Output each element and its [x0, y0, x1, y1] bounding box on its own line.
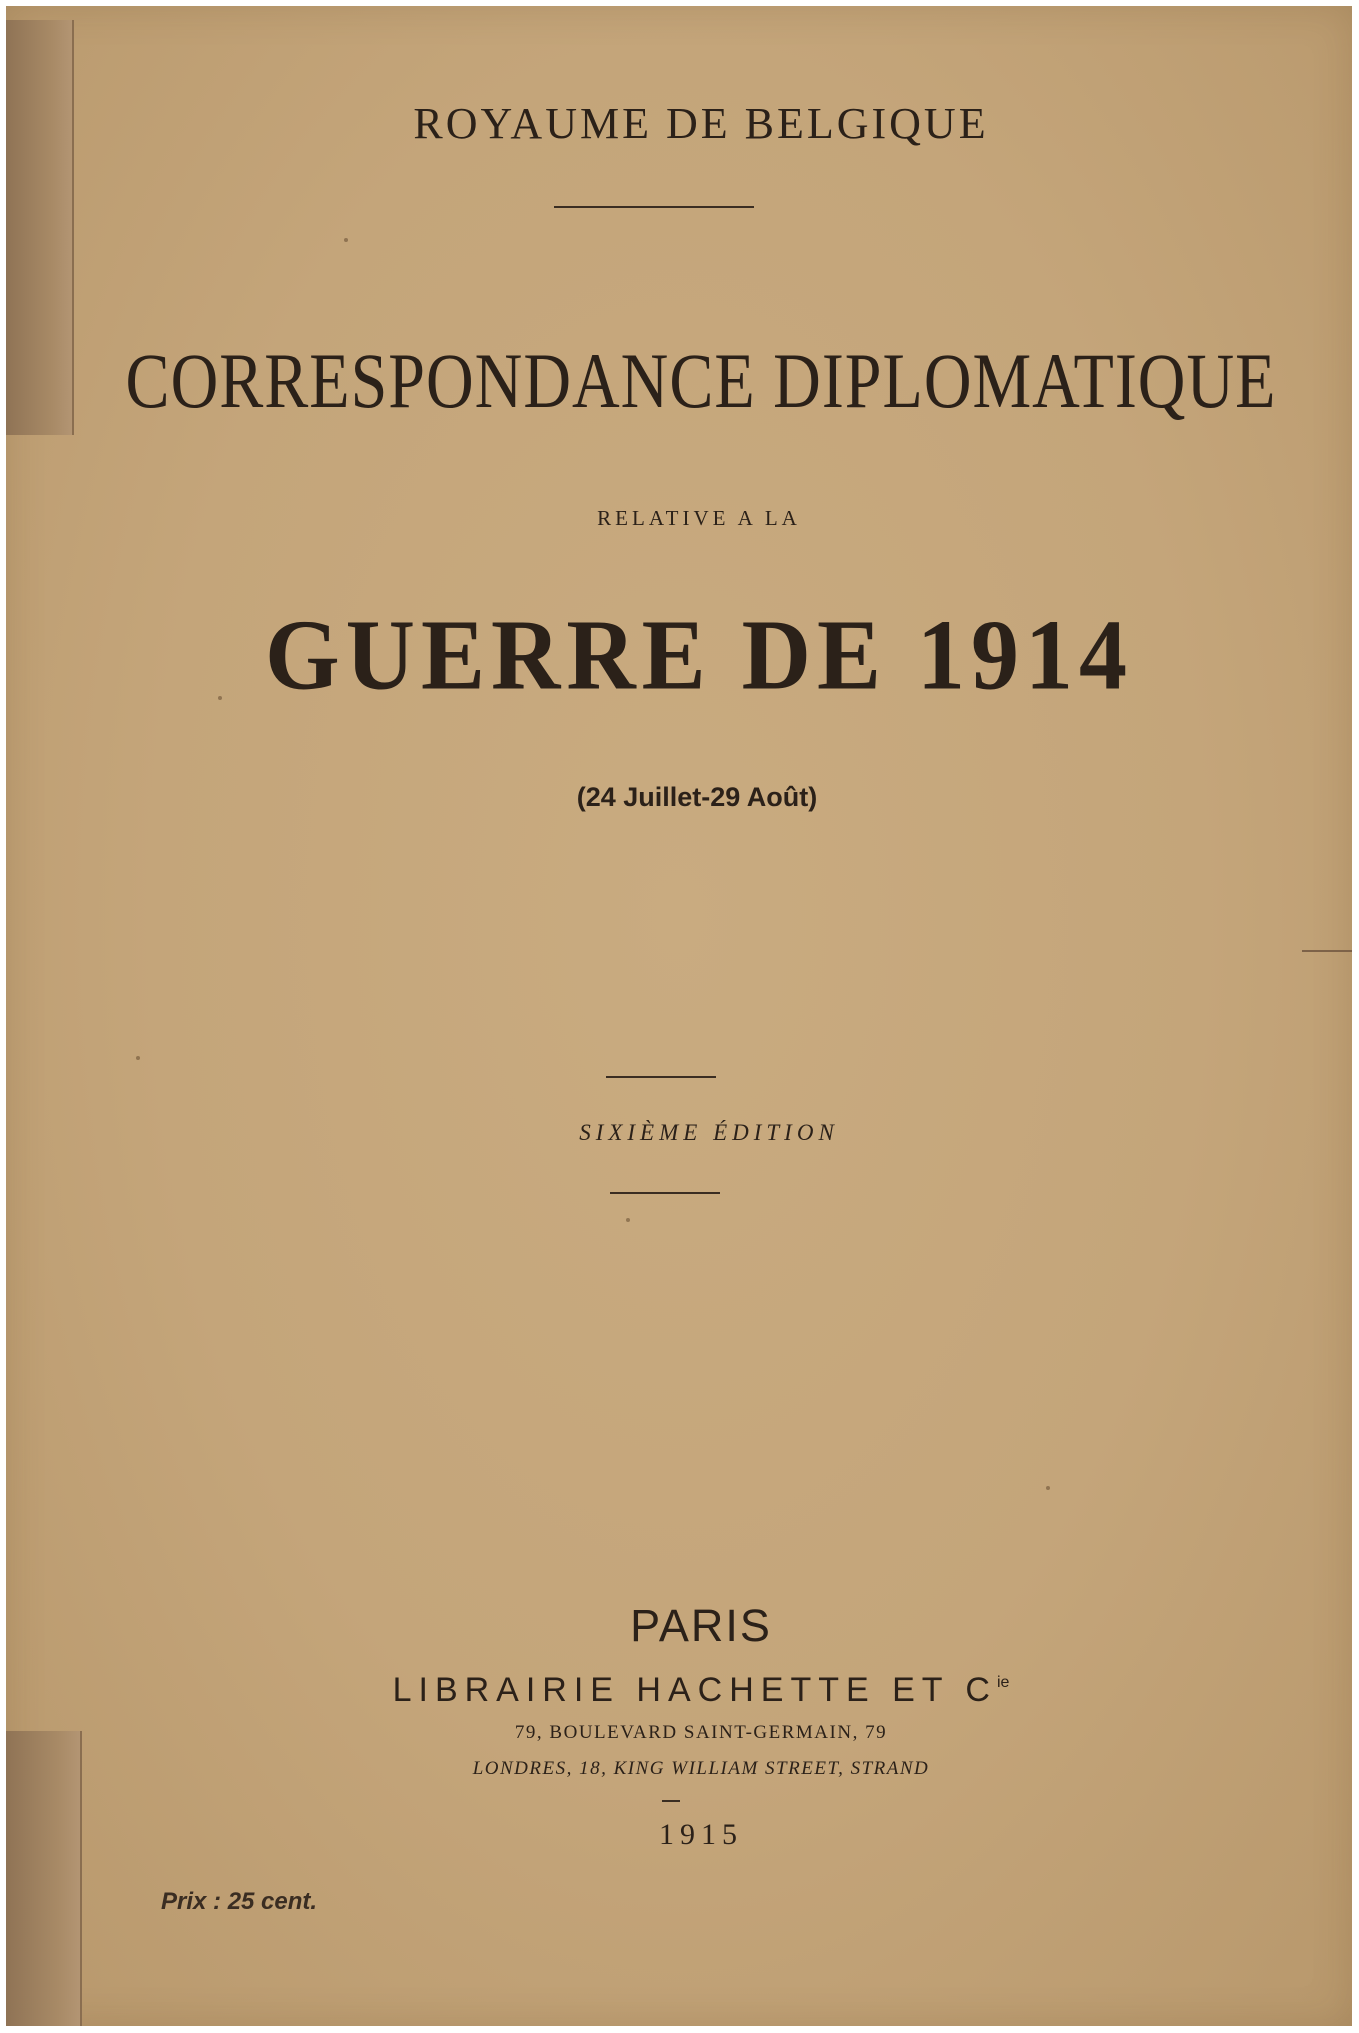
divider-rule [606, 1076, 716, 1078]
date-range: (24 Juillet-29 Août) [576, 782, 818, 812]
paper-speck [136, 1056, 140, 1060]
relative-subheading: RELATIVE A LA [597, 506, 801, 530]
edition-label: SIXIÈME ÉDITION [579, 1120, 839, 1145]
paper-speck [1046, 1486, 1050, 1490]
london-address: LONDRES, 18, KING WILLIAM STREET, STRAND [472, 1758, 930, 1779]
publication-year: 1915 [659, 1818, 743, 1851]
divider-rule [610, 1192, 720, 1194]
publisher-label: LIBRAIRIE HACHETTE ET C [392, 1671, 997, 1709]
paper-speck [344, 238, 348, 242]
edge-notch [1302, 950, 1352, 952]
publisher-address: 79, BOULEVARD SAINT-GERMAIN, 79 [514, 1722, 888, 1743]
document-title: CORRESPONDANCE DIPLOMATIQUE [125, 338, 1277, 425]
price-label: Prix : 25 cent. [161, 1888, 318, 1915]
paper-speck [626, 1218, 630, 1222]
book-cover [6, 6, 1352, 2026]
kingdom-heading: ROYAUME DE BELGIQUE [413, 99, 989, 148]
main-title: GUERRE DE 1914 [264, 598, 1134, 711]
publication-city: PARIS [630, 1600, 772, 1651]
publisher-name [28, 1671, 1352, 1710]
publisher-superscript: ie [996, 1674, 1010, 1691]
small-dash [662, 1800, 680, 1802]
divider-rule [554, 206, 754, 208]
